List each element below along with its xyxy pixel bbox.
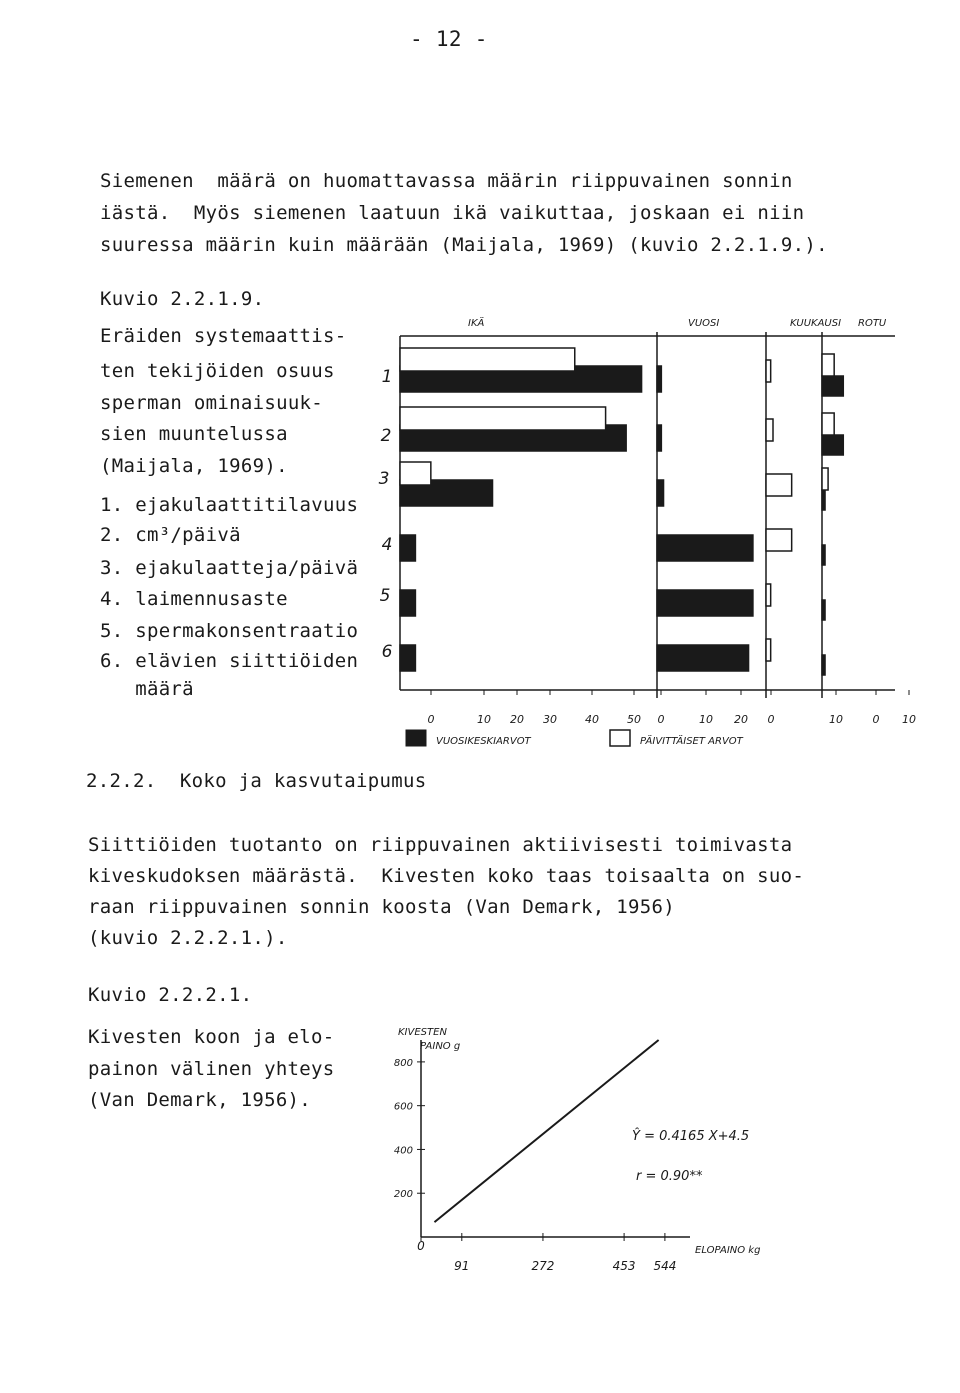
chart-1-panel-title: VUOSI xyxy=(688,318,720,329)
chart-1-x-tick-label: 10 xyxy=(902,713,916,726)
paragraph-line: suuressa määrin kuin määrään (Maijala, 1969) (kuvio 2.2.1.9.). xyxy=(100,234,828,256)
page-number: - 12 - xyxy=(410,27,488,51)
chart-2-x-tick-label: 544 xyxy=(653,1259,677,1273)
chart-1-bar-daily xyxy=(766,529,792,551)
chart-1-bar-daily xyxy=(766,419,773,441)
chart-1-bar-annual xyxy=(657,425,661,451)
chart-1-bar-daily xyxy=(822,413,834,435)
chart-1-x-tick-label: 10 xyxy=(699,713,713,726)
chart-1-bar-daily xyxy=(822,468,828,490)
chart-1-bar-annual xyxy=(657,535,753,561)
caption-line: (Van Demark, 1956). xyxy=(88,1089,312,1111)
list-item: 1. ejakulaattitilavuus xyxy=(100,494,359,516)
chart-1-x-tick-label: 0 xyxy=(657,713,665,726)
chart-1-bar-annual xyxy=(822,545,825,565)
chart-2-regression-line xyxy=(434,1040,658,1222)
caption-line: (Maijala, 1969). xyxy=(100,455,288,477)
chart-1-bar-annual xyxy=(657,480,664,506)
chart-1-bar-annual xyxy=(822,435,843,455)
figure-label: Kuvio 2.2.2.1. xyxy=(88,984,253,1006)
legend-swatch-daily xyxy=(610,730,630,746)
caption-line: ten tekijöiden osuus xyxy=(100,360,335,382)
chart-1-bar-daily xyxy=(766,639,771,661)
chart-1-bar-annual xyxy=(400,645,415,671)
caption-line: sien muuntelussa xyxy=(100,423,288,445)
chart-1-bar-daily xyxy=(766,474,792,496)
chart-2-r-value: r = 0.90** xyxy=(636,1169,703,1184)
chart-2-y-tick-label: 200 xyxy=(393,1189,413,1201)
list-item: 3. ejakulaatteja/päivä xyxy=(100,557,359,579)
chart-1-bar-daily xyxy=(400,348,575,371)
chart-1-x-tick-label: 50 xyxy=(627,713,641,726)
chart-1-x-tick-label: 20 xyxy=(510,713,524,726)
paragraph-line: Siemenen määrä on huomattavassa määrin riippuvainen sonnin xyxy=(100,170,793,192)
caption-line: sperman ominaisuuk- xyxy=(100,392,324,414)
caption-line: Eräiden systemaattis- xyxy=(100,325,347,347)
caption-line: painon välinen yhteys xyxy=(88,1058,335,1080)
chart-1-x-tick-label: 0 xyxy=(427,713,435,726)
chart-1-x-tick-label: 40 xyxy=(585,713,599,726)
chart-1-x-tick-label: 20 xyxy=(734,713,748,726)
chart-1-x-tick-label: 10 xyxy=(829,713,843,726)
chart-1-x-tick-label: 0 xyxy=(767,713,775,726)
chart-1-panel-title: ROTU xyxy=(858,318,887,329)
chart-1-bar-annual xyxy=(400,590,415,616)
legend-label-annual: VUOSIKESKIARVOT xyxy=(436,736,531,747)
list-item: määrä xyxy=(100,678,194,700)
legend-swatch-annual xyxy=(406,730,426,746)
chart-1-bar-annual xyxy=(400,535,415,561)
chart-2-equation: Ŷ = 0.4165 X+4.5 xyxy=(632,1129,750,1144)
chart-1-x-tick-label: 10 xyxy=(477,713,491,726)
paragraph-line: Siittiöiden tuotanto on riippuvainen aktiivisesti toimivasta xyxy=(88,834,793,856)
chart-1-bar-annual xyxy=(822,655,825,675)
chart-2-x-tick-label: 272 xyxy=(531,1259,555,1273)
chart-1-bar-daily xyxy=(766,584,771,606)
chart-1-bar-daily xyxy=(766,360,771,382)
list-item: 2. cm³/päivä xyxy=(100,524,241,546)
chart-1-bar-annual xyxy=(822,490,825,510)
chart-1-row-label: 5 xyxy=(379,586,391,606)
list-item: 6. elävien siittiöiden xyxy=(100,650,359,672)
caption-line: Kivesten koon ja elo- xyxy=(88,1026,335,1048)
paragraph-line: iästä. Myös siemenen laatuun ikä vaikuttaa, joskaan ei niin xyxy=(100,202,805,224)
chart-1-x-tick-label: 0 xyxy=(872,713,880,726)
chart-2-y-tick-label: 600 xyxy=(393,1101,413,1113)
chart-2-x-label: ELOPAINO kg xyxy=(695,1245,761,1256)
figure-label: Kuvio 2.2.1.9. xyxy=(100,288,265,310)
paragraph-line: raan riippuvainen sonnin koosta (Van Demark, 1956) xyxy=(88,896,675,918)
chart-2-y-tick-label: 400 xyxy=(393,1145,413,1157)
chart-2-y-label: KIVESTEN xyxy=(398,1027,447,1038)
chart-1-bar-annual xyxy=(657,366,661,392)
list-item: 5. spermakonsentraatio xyxy=(100,620,359,642)
chart-1-bar-annual xyxy=(657,590,753,616)
chart-2-x-tick-label: 91 xyxy=(454,1259,470,1273)
paragraph-line: kiveskudoksen määrästä. Kivesten koko taas toisaalta on suo- xyxy=(88,865,805,887)
chart-2-y-tick-label: 800 xyxy=(393,1057,413,1069)
chart-1-bar-annual xyxy=(822,376,843,396)
chart-1-x-tick-label: 30 xyxy=(543,713,557,726)
chart-1-row-label: 2 xyxy=(380,426,392,446)
chart-1-bar-daily xyxy=(822,354,834,376)
chart-1-bar-daily xyxy=(400,407,606,430)
chart-2-y-label: PAINO g xyxy=(420,1041,461,1052)
chart-1-row-label: 4 xyxy=(381,535,393,555)
section-heading: 2.2.2. Koko ja kasvutaipumus xyxy=(86,770,427,792)
chart-1-bar-annual xyxy=(822,600,825,620)
legend-label-daily: PÄIVITTÄISET ARVOT xyxy=(640,736,743,747)
chart-2-x-tick-label: 0 xyxy=(417,1239,425,1253)
chart-1-row-label: 3 xyxy=(378,469,390,489)
chart-1-row-label: 1 xyxy=(381,367,393,387)
chart-1-panel-title: IKÄ xyxy=(468,318,485,329)
chart-1-panel-title: KUUKAUSI xyxy=(790,318,842,329)
list-item: 4. laimennusaste xyxy=(100,588,288,610)
chart-2-x-tick-label: 453 xyxy=(612,1259,636,1273)
chart-1-bar-annual xyxy=(657,645,749,671)
chart-1-row-label: 6 xyxy=(381,642,393,662)
chart-1-bar-daily xyxy=(400,462,431,485)
paragraph-line: (kuvio 2.2.2.1.). xyxy=(88,927,288,949)
